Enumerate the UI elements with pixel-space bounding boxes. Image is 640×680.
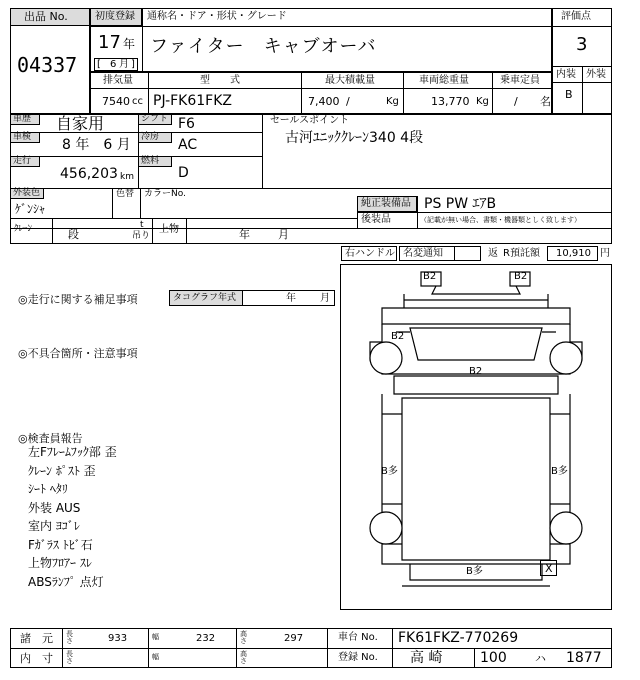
- model-code-label: 型 式: [200, 75, 240, 86]
- crane-ton: t: [140, 220, 144, 230]
- equipment-value: PS PW ｴｱB: [424, 196, 497, 212]
- color-no-label: 色替: [116, 189, 135, 199]
- color-code-label: カラーNo.: [144, 189, 186, 199]
- crane-stage: 段: [68, 228, 79, 241]
- inspector-line: 上物ﾌﾛｱｰ ｽﾚ: [28, 556, 92, 570]
- reg-place: 高 崎: [410, 650, 443, 666]
- damage-mark: B2: [391, 331, 405, 342]
- history-value: 自家用: [56, 114, 105, 133]
- shift-value: F6: [178, 116, 195, 132]
- inspector-line: Fｶﾞﾗｽ ﾄﾋﾞ石: [28, 537, 93, 552]
- odo-label: 返: [488, 248, 498, 259]
- max-load-unit: Kg: [386, 96, 399, 107]
- first-reg-label: 初度登録: [95, 11, 135, 22]
- max-load-value: 7,400: [308, 95, 340, 108]
- reg-class: 100: [480, 650, 507, 666]
- model-name: ファイター キャブオーバ: [150, 36, 377, 57]
- bed-year: 年: [239, 228, 250, 241]
- damage-mark: X: [545, 562, 553, 575]
- height-label: 高さ: [240, 630, 247, 645]
- interior-label: 内装: [556, 69, 576, 80]
- shift-label: シフト: [141, 114, 169, 124]
- inspection-value: 8 年 6 月: [62, 137, 131, 153]
- defects-title: ◎不具合箇所・注意事項: [18, 347, 138, 360]
- yen-label: 円: [600, 248, 610, 259]
- damage-mark: B多: [381, 466, 398, 477]
- sales-point-label: セールスポイント: [270, 115, 350, 126]
- bed-label: 上物: [159, 224, 179, 235]
- score-value: 3: [576, 34, 588, 55]
- capacity-unit: 名: [540, 95, 551, 108]
- damage-mark: B多: [551, 466, 568, 477]
- inspector-line: ABSﾗﾝﾌﾟ 点灯: [28, 574, 104, 589]
- year-unit: 年: [123, 37, 136, 51]
- inspection-label: 車検: [13, 132, 32, 142]
- equipment-label: 純正装備品: [361, 198, 411, 209]
- fuel-label: 燃料: [141, 156, 160, 166]
- damage-mark: B2: [514, 271, 528, 282]
- inspector-line: 左Fﾌﾚｰﾑﾌｯｸ部 歪: [28, 445, 117, 459]
- retrofit-note: （記載が無い場合、書類・機器類としく致します）: [420, 216, 581, 224]
- name-label: 通称名・ドア・形状・グレード: [147, 11, 287, 22]
- crane-hoist: 吊り: [132, 231, 151, 241]
- displacement-label: 排気量: [103, 75, 133, 86]
- reg-kana: ハ: [535, 652, 546, 665]
- r-deposit-label: R預託額: [503, 248, 540, 259]
- height-value: 297: [284, 633, 304, 644]
- bed-month: 月: [278, 228, 289, 241]
- odo-change-check: [454, 246, 481, 261]
- dims-label: 諸 元: [20, 632, 53, 645]
- damage-mark: B多: [466, 566, 483, 577]
- exterior-color-label: 外装色: [13, 188, 41, 198]
- aircon-value: AC: [178, 137, 198, 153]
- lot-label: 出品 No.: [24, 10, 68, 23]
- retrofit-label: 後装品: [361, 214, 391, 225]
- exterior-label: 外装: [586, 69, 606, 80]
- running-notes-title: ◎走行に関する補足事項: [18, 293, 138, 306]
- gross-weight-value: 13,770: [431, 95, 470, 108]
- gross-weight-label: 車両総重量: [419, 75, 469, 86]
- inner-height-label: 高さ: [240, 650, 247, 665]
- model-code: PJ-FK61FKZ: [153, 93, 232, 109]
- reg-number: 1877: [566, 650, 602, 666]
- chassis-number: FK61FKZ-770269: [398, 630, 519, 646]
- displacement-value: 7540: [102, 95, 130, 108]
- gross-weight-unit: Kg: [476, 96, 489, 107]
- reg-label: 登録 No.: [338, 652, 378, 663]
- damage-mark: B2: [469, 366, 483, 377]
- tacho-label: タコグラフ年式: [173, 293, 237, 303]
- inspector-line: ｸﾚｰﾝ ﾎﾟｽﾄ 歪: [28, 463, 96, 478]
- sales-point: 古河ﾕﾆｯｸｸﾚｰﾝ340 4段: [285, 130, 424, 146]
- vehicle-diagram: [340, 264, 612, 610]
- max-load-label: 最大積載量: [325, 75, 375, 86]
- lot-number: 04337: [17, 53, 78, 77]
- interior-grade: B: [565, 88, 573, 101]
- inspector-line: 室内 ﾖｺﾞﾚ: [28, 519, 80, 533]
- tacho-year: 年: [286, 293, 296, 304]
- tacho-month: 月: [320, 293, 330, 304]
- inspector-line: ｼｰﾄ ﾍﾀﾘ: [28, 482, 68, 496]
- inner-width-label: 幅: [152, 653, 159, 661]
- chassis-label: 車台 No.: [338, 632, 378, 643]
- inner-length-label: 長さ: [66, 650, 73, 665]
- inner-dims-label: 内 寸: [20, 652, 53, 665]
- mileage-unit: km: [120, 172, 134, 182]
- fuel-value: D: [178, 165, 189, 181]
- damage-mark: B2: [423, 271, 437, 282]
- aircon-label: 冷房: [141, 132, 160, 142]
- crane-label: ｸﾚｰﾝ: [14, 224, 33, 234]
- mileage-value: 456,203: [60, 166, 118, 182]
- inspector-title: ◎検査員報告: [18, 432, 83, 445]
- displacement-unit: cc: [132, 96, 143, 107]
- history-label: 車歴: [13, 114, 32, 124]
- length-value: 933: [108, 633, 128, 644]
- capacity-label: 乗車定員: [500, 75, 540, 86]
- score-label: 評価点: [561, 11, 591, 22]
- width-label: 幅: [152, 633, 159, 641]
- width-value: 232: [196, 633, 216, 644]
- first-reg-year: 17: [98, 32, 121, 53]
- exterior-color: ｹﾞﾝｼｬ: [15, 202, 46, 216]
- mileage-label: 走行: [13, 156, 32, 166]
- month-unit: 月: [119, 59, 129, 70]
- odo-change-label: 名変通知: [403, 248, 443, 259]
- first-reg-month: 6: [110, 59, 117, 70]
- handle-value: 右ハンドル: [345, 248, 395, 259]
- r-deposit-amount: 10,910: [556, 248, 591, 259]
- inspector-line: 外装 AUS: [28, 500, 81, 515]
- length-label: 長さ: [66, 630, 73, 645]
